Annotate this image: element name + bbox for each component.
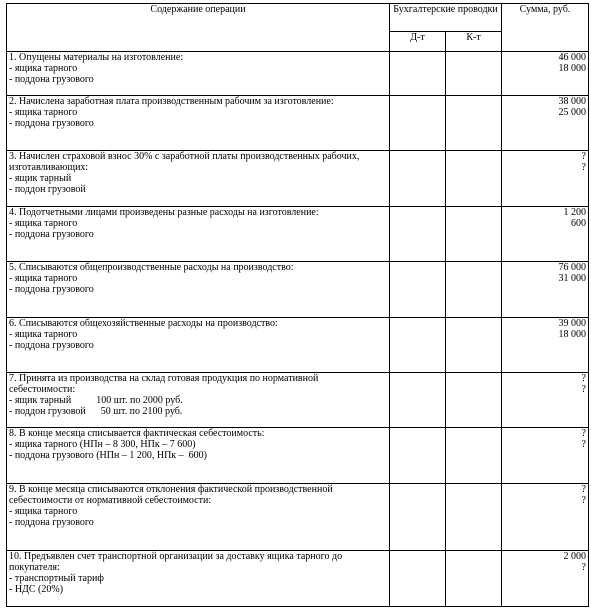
sum-cell [502, 262, 589, 318]
header-sum: Сумма, руб. [502, 4, 589, 52]
sum-value: 18 000 [558, 329, 586, 340]
operation-title: 8. В конце месяца списывается фактическая себестоимость: [9, 428, 265, 439]
credit-cell[interactable] [446, 207, 502, 262]
table-row [7, 262, 589, 318]
credit-cell[interactable] [446, 52, 502, 96]
operation-line: - поддона грузового (НПн – 1 200, НПк – 600) [9, 450, 207, 461]
header-content-operation: Содержание операции [7, 4, 390, 52]
sum-value: 31 000 [558, 273, 586, 284]
operation-cell [7, 551, 390, 607]
credit-cell[interactable] [446, 428, 502, 484]
credit-cell[interactable] [446, 262, 502, 318]
debit-cell[interactable] [390, 207, 446, 262]
operation-line: - поддон грузовой 50 шт. по 2100 руб. [9, 406, 183, 417]
header-accounting-entries: Бухгалтерские проводки [390, 4, 502, 32]
operation-line: - ящик тарный 100 шт. по 2000 руб. [9, 395, 183, 406]
debit-cell[interactable] [390, 151, 446, 207]
operation-title: 2. Начислена заработная плата производственным рабочим за изготовление: [9, 96, 334, 107]
sum-cell [502, 151, 589, 207]
table-row [7, 373, 589, 428]
operation-title: 10. Предъявлен счет транспортной организации за доставку ящика тарного до [9, 551, 343, 562]
header-credit: К-т [446, 32, 502, 52]
operation-line: - поддон грузовой [9, 184, 86, 195]
operations-table [6, 3, 589, 607]
operation-line: - транспортный тариф [9, 573, 104, 584]
sum-value: 38 000 [558, 96, 586, 107]
debit-cell[interactable] [390, 262, 446, 318]
credit-cell[interactable] [446, 484, 502, 551]
operation-line: - поддона грузового [9, 118, 94, 129]
operation-line: изготавливающих: [9, 162, 89, 173]
sum-cell [502, 484, 589, 551]
operation-title: 1. Опущены материалы на изготовление: [9, 52, 184, 63]
table-row [7, 96, 589, 151]
sum-cell [502, 96, 589, 151]
operation-cell [7, 151, 390, 207]
table-row [7, 52, 589, 96]
operation-title: 9. В конце месяца списываются отклонения фактической производственной [9, 484, 333, 495]
credit-cell[interactable] [446, 318, 502, 373]
table-row [7, 318, 589, 373]
debit-cell[interactable] [390, 52, 446, 96]
table-row [7, 428, 589, 484]
sum-value: ? [581, 484, 586, 495]
sum-cell [502, 373, 589, 428]
operation-line: - поддона грузового [9, 340, 94, 351]
debit-cell[interactable] [390, 551, 446, 607]
credit-cell[interactable] [446, 551, 502, 607]
sum-value: ? [581, 439, 586, 450]
operation-line: - поддона грузового [9, 284, 94, 295]
sum-value: 25 000 [558, 107, 586, 118]
debit-cell[interactable] [390, 373, 446, 428]
operation-title: 4. Подотчетными лицами произведены разные расходы на изготовление: [9, 207, 319, 218]
operation-title: 3. Начислен страховой взнос 30% с заработной платы производственных рабочих, [9, 151, 360, 162]
operation-cell [7, 428, 390, 484]
sum-value: 18 000 [558, 63, 586, 74]
operation-line: - ящика тарного [9, 506, 78, 517]
operation-line: - поддона грузового [9, 517, 94, 528]
table-row [7, 551, 589, 607]
credit-cell[interactable] [446, 96, 502, 151]
credit-cell[interactable] [446, 373, 502, 428]
sum-value: 76 000 [558, 262, 586, 273]
sum-value: 2 000 [563, 551, 586, 562]
operation-line: - ящика тарного [9, 218, 78, 229]
sum-value: ? [581, 562, 586, 573]
operation-line: - ящика тарного [9, 273, 78, 284]
operation-cell [7, 484, 390, 551]
sum-cell [502, 52, 589, 96]
sum-value: ? [581, 384, 586, 395]
sum-value: 46 000 [558, 52, 586, 63]
operation-cell [7, 373, 390, 428]
sum-value: ? [581, 162, 586, 173]
operation-title: 7. Принята из производства на склад готовая продукция по нормативной [9, 373, 319, 384]
sum-value: 600 [571, 218, 586, 229]
sum-value: ? [581, 151, 586, 162]
sum-cell [502, 428, 589, 484]
sum-value: ? [581, 495, 586, 506]
operation-cell [7, 318, 390, 373]
operation-line: - ящика тарного [9, 329, 78, 340]
operation-line: - поддона грузового [9, 74, 94, 85]
operation-line: - поддона грузового [9, 229, 94, 240]
operation-cell [7, 207, 390, 262]
operation-cell [7, 96, 390, 151]
debit-cell[interactable] [390, 96, 446, 151]
operation-cell [7, 262, 390, 318]
debit-cell[interactable] [390, 484, 446, 551]
table-row [7, 151, 589, 207]
operation-title: 6. Списываются общехозяйственные расходы на производство: [9, 318, 278, 329]
table-row [7, 484, 589, 551]
header-debit: Д-т [390, 32, 446, 52]
operation-line: - ящика тарного [9, 63, 78, 74]
operation-line: покупателя: [9, 562, 60, 573]
debit-cell[interactable] [390, 428, 446, 484]
sum-cell [502, 207, 589, 262]
credit-cell[interactable] [446, 151, 502, 207]
sum-value: ? [581, 373, 586, 384]
sum-value: 39 000 [558, 318, 586, 329]
sum-cell [502, 318, 589, 373]
table-row [7, 207, 589, 262]
sum-cell [502, 551, 589, 607]
operation-line: себестоимости от нормативной себестоимости: [9, 495, 212, 506]
operation-line: - ящика тарного (НПн – 8 300, НПк – 7 600) [9, 439, 196, 450]
operation-line: себестоимости: [9, 384, 76, 395]
debit-cell[interactable] [390, 318, 446, 373]
operation-line: - ящик тарный [9, 173, 72, 184]
operation-cell [7, 52, 390, 96]
operation-title: 5. Списываются общепроизводственные расходы на производство: [9, 262, 294, 273]
operation-line: - НДС (20%) [9, 584, 64, 595]
sum-value: 1 200 [563, 207, 586, 218]
operation-line: - ящика тарного [9, 107, 78, 118]
sum-value: ? [581, 428, 586, 439]
